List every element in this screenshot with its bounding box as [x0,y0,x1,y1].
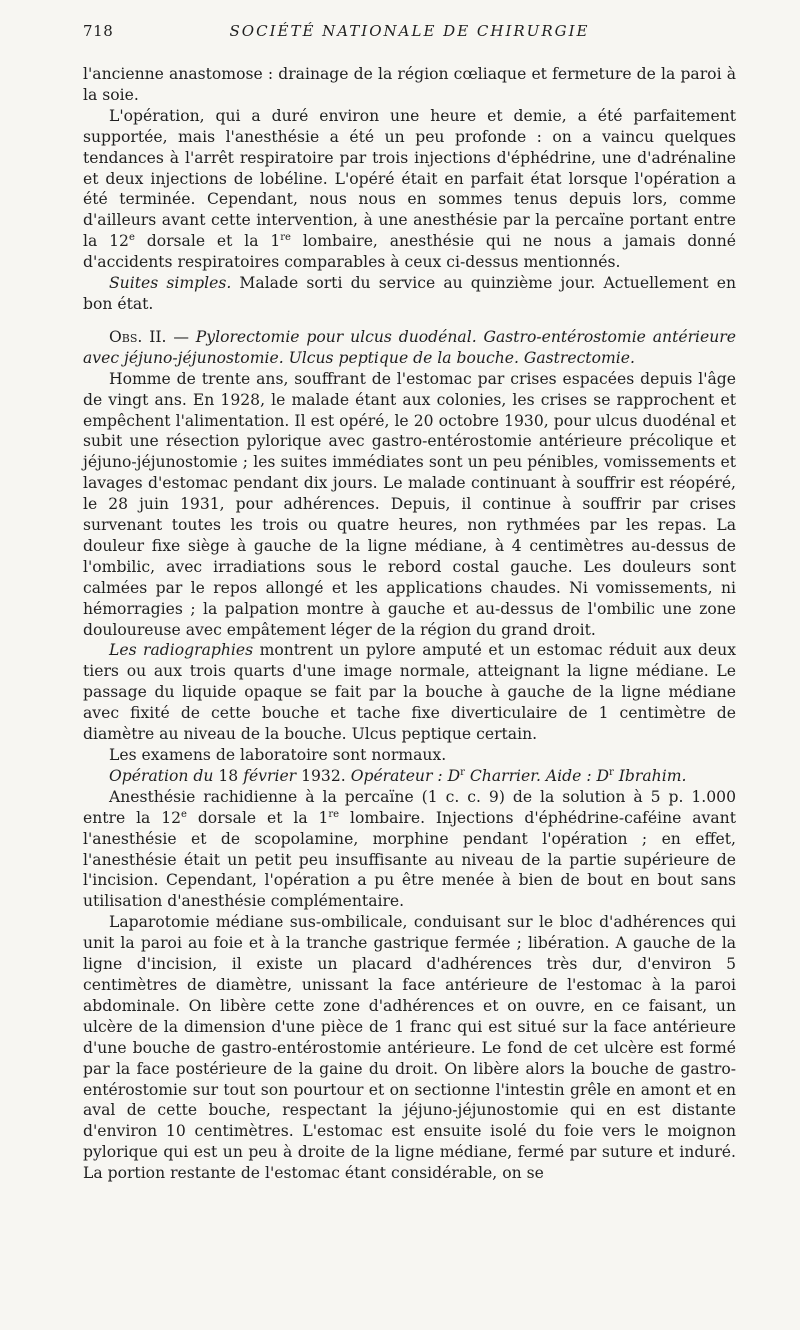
italic-run: Ibrahim. [613,766,687,785]
text-run: lombaire. Injections d'éphédrine-caféine avant l'anesthésie et de scopolamine, morphine pendant l'opération ; en effet, l'anesthésie était un petit peu insuffisante au niveau de la partie supérieure de l'incision. Cependant, l'opération a pu être menée à bien de bout en bout sans utilisation d'anesthésie complémentaire. [83,808,736,911]
text-run: Homme de trente ans, souffrant de l'estomac par crises espacées depuis l'âge de vingt ans. En 1928, le malade étant aux colonies, les crises se rapprochent et empêchent l'alimentation. Il est opéré, le 20 octobre 1930, pour ulcus duodénal et subit une résection pylorique avec gastro-entérostomie antérieure précolique et jéjuno-jéjunostomie ; les suites immédiates sont un peu pénibles, vomissements et lavages d'estomac pendant dix jours. Le malade continuant à souffrir est réopéré, le 28 juin 1931, pour adhérences. Depuis, il continue à souffrir par crises survenant toutes les trois ou quatre heures, non rythmées par les repas. La douleur fixe siège à gauche de la ligne médiane, à 4 centimètres au-dessus de l'ombilic, avec irradiations sous le rebord costal gauche. Les douleurs sont calmées par le repos allongé et les applications chaudes. Ni vomissements, ni hémorragies ; la palpation montre à gauche et au-dessus de l'ombilic une zone douloureuse avec empâtement léger de la région du grand droit. [83,369,736,639]
text-run: dorsale et la 1 [186,808,329,827]
text-run: montrent un pylore amputé et un estomac réduit aux deux tiers ou aux trois quarts d'une image normale, atteignant la ligne médiane. Le passage du liquide opaque se fait par la bouche à gauche de la ligne médiane avec fixité de cette bouche et tache fixe diverticulaire de 1 centimètre de diamètre au niveau de la bouche. Ulcus peptique certain. [83,641,736,744]
text-run: L'opération, qui a duré environ une heure et demie, a été parfaitement supportée, mais l'anesthésie a été un peu profonde : on a vaincu quelques tendances à l'arrêt respiratoire par trois injections d'éphédrine, une d'adrénaline et deux injections de lobéline. L'opéré était en parfait état lorsque l'opération a été terminée. Cependant, nous nous en sommes tenus depuis lors, comme d'ailleurs avant cette intervention, à une anesthésie par la percaïne portant entre la 12 [83,106,736,251]
observation-heading [83,327,736,369]
text-run: 1932. [296,766,351,785]
italic-run: Opération du [109,766,214,785]
page-number: 718 [83,22,114,40]
text-run: Anesthésie rachidienne à la percaïne (1 c. c. 9) de la solution à 5 p. 1.000 entre la 12 [83,787,736,827]
italic-run: Charrier. Aide : D [464,766,610,785]
paragraph-1 [83,64,736,106]
text-run: — [166,327,196,346]
text-run: Laparotomie médiane sus-ombilicale, conduisant sur le bloc d'adhérences qui unit la paroi au foie et à la tranche gastrique fermée ; libération. A gauche de la ligne d'incision, il existe un placard d'adhérences très dur, d'environ 5 centimètres de diamètre, unissant la face antérieure de l'estomac à la paroi abdominale. On libère cette zone d'adhérences et on ouvre, en ce faisant, un ulcère de la dimension d'une pièce de 1 franc qui est situé sur la face antérieure d'une bouche de gastro-entérostomie antérieure. Le fond de cet ulcère est formé par la face postérieure de la gaine du droit. On libère alors la bouche de gastro-entérostomie sur tout son pourtour et on sectionne l'intestin grêle en amont et en aval de cette bouche, respectant la jéjuno-jéjunostomie qui en est distante d'environ 10 centimètres. L'estomac est ensuite isolé du foie vers le moignon pylorique qui est un peu à droite de la ligne médiane, fermé par suture et induré. La portion restante de l'estomac étant considérable, on se [83,913,736,1183]
observation-title: Pylorectomie pour ulcus duodénal. Gastro-entérostomie antérieure avec jéjuno-jéjunostomie. Ulcus peptique de la bouche. Gastrectomie. [83,327,736,367]
superscript: e [181,808,187,820]
text-run: dorsale et la 1 [134,232,281,251]
paragraph-5 [83,640,736,745]
superscript: r [460,766,465,778]
paragraph-3 [83,273,736,315]
observation-label: Obs. II. [109,327,167,346]
paragraph-9 [83,912,736,1184]
text-run: 18 [213,766,244,785]
text-run: Les examens de laboratoire sont normaux. [109,746,447,764]
text-run: Malade sorti du service au quinzième jour. Actuellement en bon état. [83,274,737,313]
italic-run: Opérateur : D [350,766,461,785]
text-run: lombaire, anesthésie qui ne nous a jamais donné d'accidents respiratoires comparables à ceux ci-dessus mentionnés. [83,232,736,272]
superscript: e [128,232,135,244]
text-run: l'ancienne anastomose : drainage de la région cœliaque et fermeture de la paroi à la soie. [83,65,736,104]
superscript: re [280,232,291,244]
paragraph-6 [83,745,736,766]
journal-title: SOCIÉTÉ NATIONALE DE CHIRURGIE [229,22,590,40]
paragraph-2 [83,106,736,273]
paragraph-8 [83,787,736,912]
running-head [83,22,736,52]
italic-run: février [243,766,297,785]
superscript: r [609,766,614,778]
superscript: re [328,808,340,820]
italic-run: Les radiographies [109,641,254,660]
italic-run: Suites simples. [109,274,232,293]
paragraph-7 [83,766,736,787]
paragraph-4 [83,369,736,641]
body-text [83,64,736,1184]
